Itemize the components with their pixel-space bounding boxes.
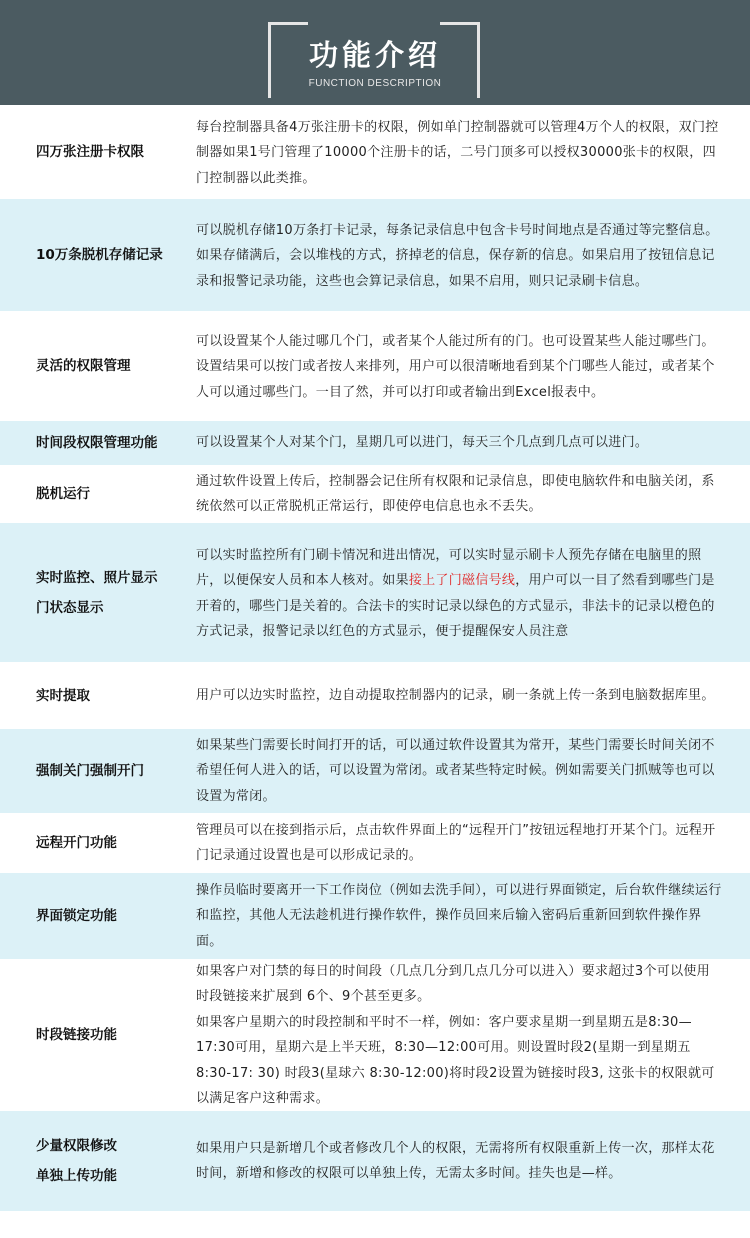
feature-row xyxy=(0,311,750,421)
feature-label: 少量权限修改 单独上传功能 xyxy=(36,1138,117,1184)
feature-description: 如果用户只是新增几个或者修改几个人的权限，无需将所有权限重新上传一次，那样太花时间，新增和修改的权限可以单独上传，无需太多时间。挂失也是—样。 xyxy=(196,1140,715,1181)
feature-row xyxy=(0,1111,750,1211)
feature-table xyxy=(0,105,750,1211)
feature-description: 操作员临时要离开一下工作岗位（例如去洗手间），可以进行界面锁定，后台软件继续运行和监控，其他人无法趁机进行操作软件，操作员回来后输入密码后重新回到软件操作界面。 xyxy=(196,882,722,949)
feature-description: 用户可以边实时监控，边自动提取控制器内的记录，刷一条就上传一条到电脑数据库里。 xyxy=(196,687,715,703)
feature-label: 时间段权限管理功能 xyxy=(36,435,158,451)
page-title: 功能介绍 xyxy=(308,38,441,72)
feature-description: 管理员可以在接到指示后，点击软件界面上的“远程开门”按钮远程地打开某个门。远程开门记录通过设置也是可以形成记录的。 xyxy=(196,822,716,863)
feature-row xyxy=(0,105,750,199)
feature-description: 可以实时监控所有门刷卡情况和进出情况，可以实时显示刷卡人预先存储在电脑里的照片，以便保安人员和本人核对。如果接上了门磁信号线，用户可以一目了然看到哪些门是开着的，哪些门是关着的。合法卡的实时记录以绿色的方式显示，非法卡的记录以橙色的方式记录，报警记录以红色的方式显示，便于提醒保安人员注意 xyxy=(196,547,715,639)
feature-row xyxy=(0,421,750,465)
feature-description: 可以设置某个人对某个门，星期几可以进门，每天三个几点到几点可以进门。 xyxy=(196,435,649,451)
feature-label: 四万张注册卡权限 xyxy=(36,144,144,160)
feature-description: 如果客户对门禁的每日的时间段（几点几分到几点几分可以进入）要求超过3个可以使用时段链接来扩展到 6个、9个甚至更多。 如果客户星期六的时段控制和平时不一样，例如：客户要求星期一到星期五是8:30—17:30可用，星期六是上半天班，8:30—12:00可用。则设置时段2(星期一到星期五 8:30-17: 30) 时段3(星球六 8:30-12:00)将时段2设置为链接时段3, 这张卡的权限就可以满足客户这种需求。 xyxy=(196,963,715,1106)
feature-label: 时段链接功能 xyxy=(36,1027,117,1043)
feature-description: 可以脱机存储10万条打卡记录，每条记录信息中包含卡号时间地点是否通过等完整信息。如果存储满后，会以堆栈的方式，挤掉老的信息，保存新的信息。如果启用了按钮信息记录和报警记录功能，这些也会算记录信息，如果不启用，则只记录刷卡信息。 xyxy=(196,222,719,289)
feature-row xyxy=(0,523,750,662)
frame-top-right-line xyxy=(440,22,480,25)
feature-row xyxy=(0,199,750,311)
feature-label: 远程开门功能 xyxy=(36,835,117,851)
feature-row xyxy=(0,959,750,1111)
feature-description: 可以设置某个人能过哪几个门，或者某个人能过所有的门。也可设置某些人能过哪些门。设置结果可以按门或者按人来排列，用户可以很清晰地看到某个门哪些人能过，或者某个人可以通过哪些门。一目了然，并可以打印或者输出到Excel报表中。 xyxy=(196,333,715,400)
feature-label: 脱机运行 xyxy=(36,486,90,502)
feature-row xyxy=(0,813,750,873)
feature-row xyxy=(0,662,750,729)
header-banner xyxy=(0,0,750,105)
feature-row xyxy=(0,873,750,959)
feature-label: 实时提取 xyxy=(36,687,90,704)
feature-description: 如果某些门需要长时间打开的话，可以通过软件设置其为常开，某些门需要长时间关闭不希望任何人进入的话，可以设置为常闭。或者某些特定时候。例如需要关门抓贼等也可以设置为常闭。 xyxy=(196,737,715,804)
highlight-text: 接上了门磁信号线 xyxy=(408,573,516,588)
feature-description: 每台控制器具备4万张注册卡的权限，例如单门控制器就可以管理4万个人的权限，双门控制器如果1号门管理了10000个注册卡的话，二号门顶多可以授权30000张卡的权限，四门控制器以此类推。 xyxy=(196,119,719,186)
frame-top-left-line xyxy=(268,22,308,25)
page-subtitle: FUNCTION DESCRIPTION xyxy=(308,78,442,89)
feature-description: 通过软件设置上传后，控制器会记住所有权限和记录信息，即使电脑软件和电脑关闭，系统依然可以正常脱机正常运行，即使停电信息也永不丢失。 xyxy=(196,473,715,514)
feature-label: 界面锁定功能 xyxy=(36,908,117,924)
feature-label: 强制关门强制开门 xyxy=(36,763,144,779)
feature-label: 灵活的权限管理 xyxy=(36,358,131,374)
feature-row xyxy=(0,729,750,813)
feature-row xyxy=(0,465,750,523)
feature-label: 10万条脱机存储记录 xyxy=(36,247,163,263)
feature-label: 实时监控、照片显示 门状态显示 xyxy=(36,569,158,616)
